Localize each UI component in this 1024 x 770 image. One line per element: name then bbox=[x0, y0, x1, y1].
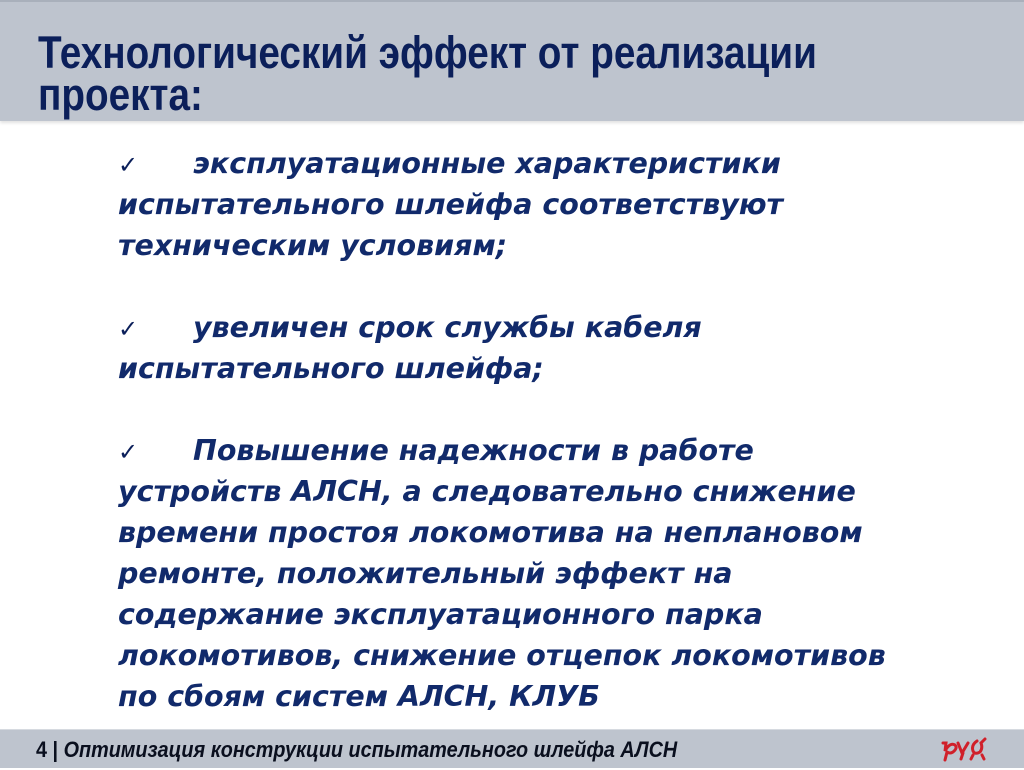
bullet-text: испытательного шлейфа соответствуют bbox=[118, 188, 784, 221]
bullet-list bbox=[118, 143, 886, 758]
bullet-text: эксплуатационные характеристики bbox=[193, 147, 781, 180]
check-icon: ✓ bbox=[118, 151, 139, 179]
title-line: проекта: bbox=[38, 69, 203, 120]
bullet-text: испытательного шлейфа; bbox=[118, 352, 544, 385]
bullet-item bbox=[118, 307, 886, 389]
title-line: Технологический эффект от реализации bbox=[38, 27, 817, 78]
rzd-logo-icon bbox=[940, 737, 990, 763]
bullet-text: времени простоя локомотива на неплановом bbox=[118, 516, 863, 549]
rzd-logo bbox=[940, 737, 990, 770]
slide-title bbox=[38, 27, 817, 120]
bullet-text: Повышение надежности в работе bbox=[193, 434, 754, 467]
bullet-text: локомотивов, снижение отцепок локомотивов bbox=[118, 639, 886, 672]
bullet-text: по сбоям систем АЛСН, КЛУБ bbox=[118, 680, 600, 713]
check-icon: ✓ bbox=[118, 315, 139, 343]
check-icon: ✓ bbox=[118, 438, 139, 466]
bullet-text: техническим условиям; bbox=[118, 229, 508, 262]
slide-footer bbox=[0, 729, 1024, 768]
bullet-text: устройств АЛСН, а следовательно снижение bbox=[118, 475, 856, 508]
footer-title: Оптимизация конструкции испытательного шлейфа АЛСН bbox=[63, 737, 678, 762]
footer-caption bbox=[36, 737, 677, 763]
bullet-item bbox=[118, 430, 886, 717]
page-number: 4 bbox=[36, 737, 48, 762]
bullet-item bbox=[118, 143, 886, 266]
bullet-text: ремонте, положительный эффект на bbox=[118, 557, 733, 590]
slide-header bbox=[0, 0, 1024, 121]
bullet-text: содержание эксплуатационного парка bbox=[118, 598, 763, 631]
footer-separator: | bbox=[52, 737, 59, 762]
bullet-text: увеличен срок службы кабеля bbox=[193, 311, 702, 344]
